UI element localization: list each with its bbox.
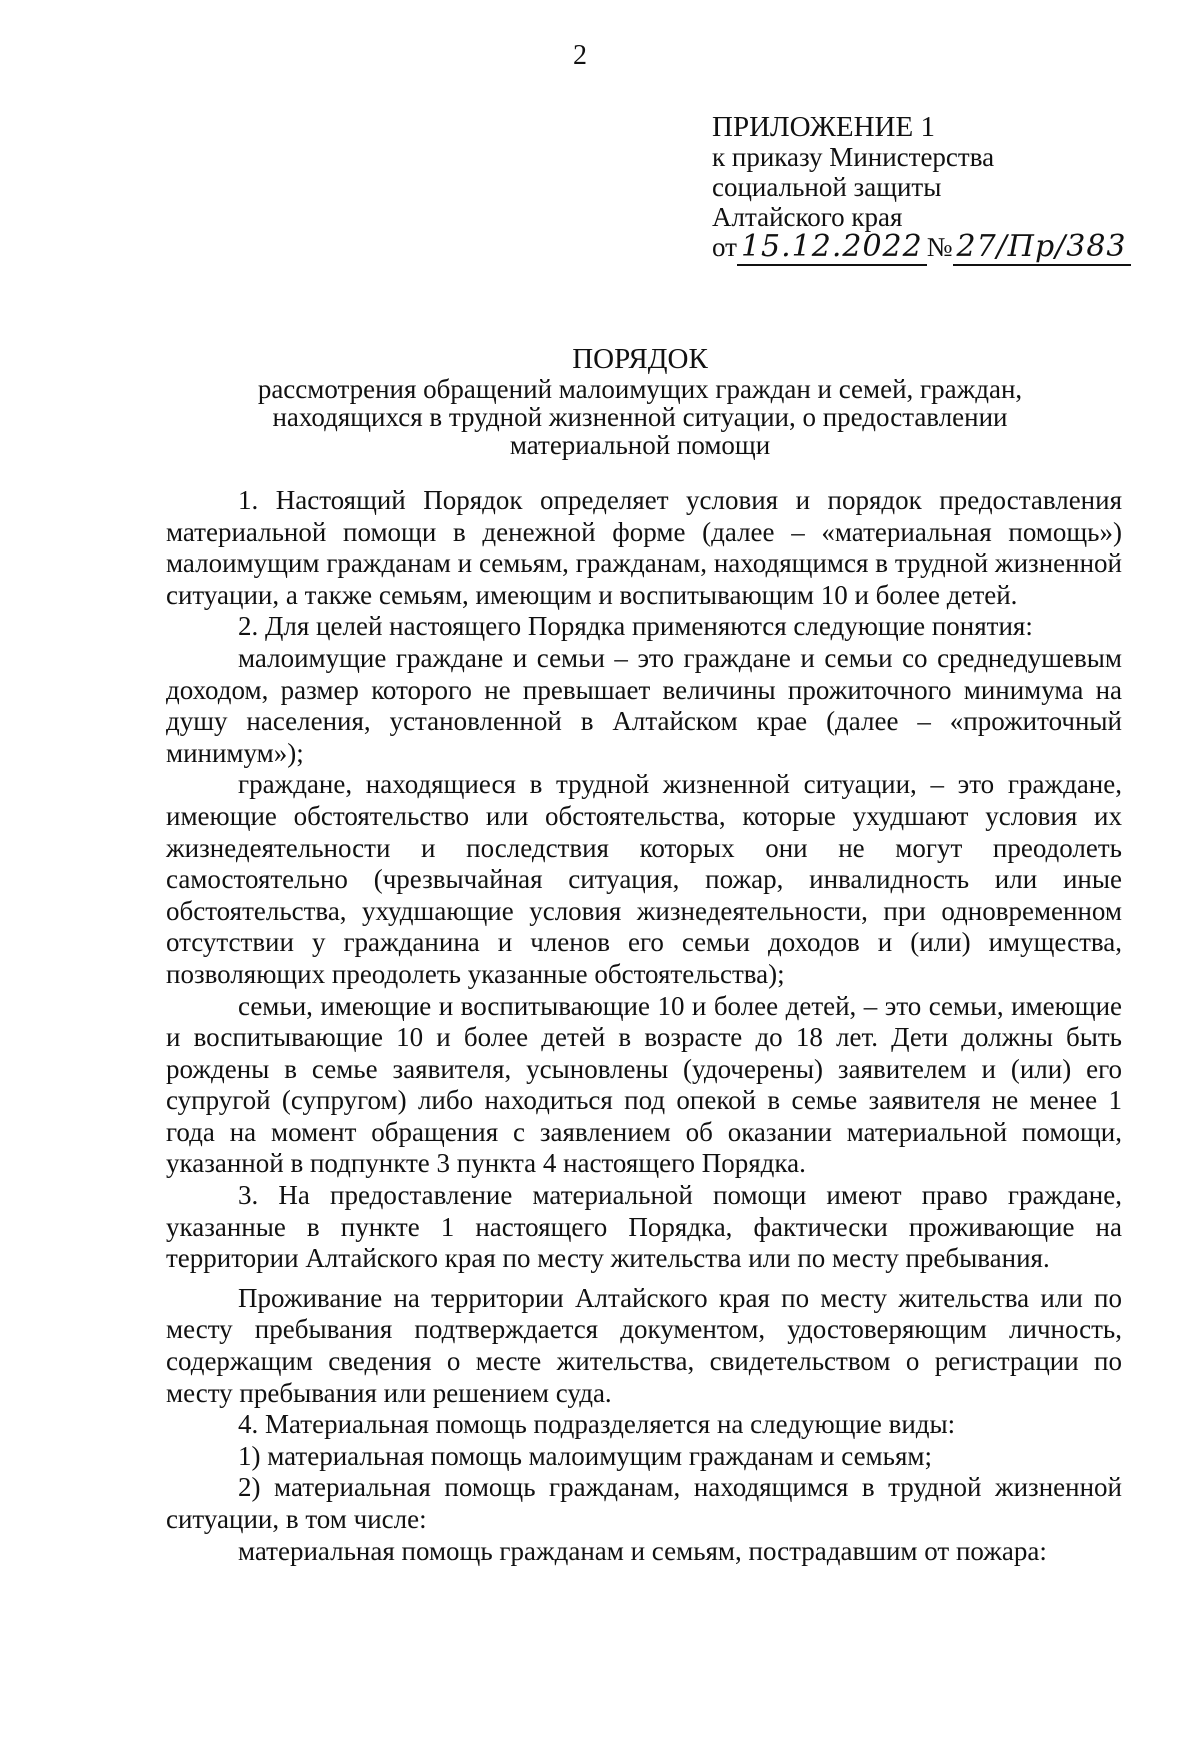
date-prefix: от (712, 232, 737, 262)
handwritten-order-number: 27/Пр/383 (953, 229, 1131, 266)
paragraph: 1) материальная помощь малоимущим гражданам и семьям; (238, 1440, 932, 1471)
document-title (210, 345, 1070, 459)
number-prefix: № (926, 232, 953, 262)
paragraph: 3. На предоставление материальной помощи имеют право граждане, указанные в пункте 1 настоящего Порядка, фактически проживающие на территории Алтайского края по месту жительства или по месту пребывания. (166, 1180, 1122, 1274)
appendix-line: социальной защиты (712, 172, 942, 202)
paragraph: малоимущие граждане и семьи – это граждане и семьи со среднедушевым доходом, размер которого не превышает величины прожиточного минимума на душу населения, установленной в Алтайском крае (далее – «прожиточный минимум»); (166, 642, 1122, 768)
paragraph: материальная помощь гражданам и семьям, пострадавшим от пожара: (238, 1535, 1047, 1566)
appendix-date-line (712, 229, 1182, 264)
handwritten-date: 15.12.2022 (737, 229, 927, 266)
paragraph: 2) материальная помощь гражданам, находящимся в трудной жизненной ситуации, в том числе: (166, 1472, 1122, 1534)
paragraph: семьи, имеющие и воспитывающие 10 и более детей, – это семьи, имеющие и воспитывающие 10 и более детей в возрасте до 18 лет. Дети должны быть рождены в семье заявителя, усыновлены (удочерены) заявителем и (или) его супругой (супругом) либо находиться под опекой в семье заявителя не менее 1 года на момент обращения с заявлением об оказании материальной помощи, указанной в подпункте 3 пункта 4 настоящего Порядка. (166, 990, 1122, 1179)
appendix-block (712, 112, 1182, 262)
title-main: ПОРЯДОК (572, 343, 708, 375)
title-line: материальной помощи (509, 430, 771, 460)
paragraph: граждане, находящиеся в трудной жизненной ситуации, – это граждане, имеющие обстоятельство или обстоятельства, которые ухудшают условия их жизнедеятельности и последствия которых они не могут преодолеть самостоятельно (чрезвычайная ситуация, пожар, инвалидность или иные обстоятельства, ухудшающие условия жизнедеятельности, при одновременном отсутствии у гражданина и членов его семьи доходов и (или) имущества, позволяющих преодолеть указанные обстоятельства); (166, 769, 1122, 989)
page-number: 2 (573, 40, 587, 71)
paragraph: 2. Для целей настоящего Порядка применяются следующие понятия: (238, 611, 1033, 642)
document-body (166, 485, 1122, 1567)
paragraph: 4. Материальная помощь подразделяется на следующие виды: (238, 1409, 956, 1440)
appendix-heading: ПРИЛОЖЕНИЕ 1 (712, 111, 935, 143)
title-line: рассмотрения обращений малоимущих граждан и семей, граждан, (257, 374, 1023, 404)
paragraph: Проживание на территории Алтайского края по месту жительства или по месту пребывания подтверждается документом, удостоверяющим личность, содержащим сведения о месте жительства, свидетельством о регистрации по месту пребывания или решением суда. (166, 1282, 1122, 1408)
appendix-line: Алтайского края (712, 202, 903, 232)
appendix-line: к приказу Министерства (712, 142, 995, 172)
title-line: находящихся в трудной жизненной ситуации, о предоставлении (272, 402, 1008, 432)
paragraph: 1. Настоящий Порядок определяет условия и порядок предоставления материальной помощи в денежной форме (далее – «материальная помощь») малоимущим гражданам и семьям, гражданам, находящимся в трудной жизненной ситуации, а также семьям, имеющим и воспитывающим 10 и более детей. (166, 485, 1122, 610)
